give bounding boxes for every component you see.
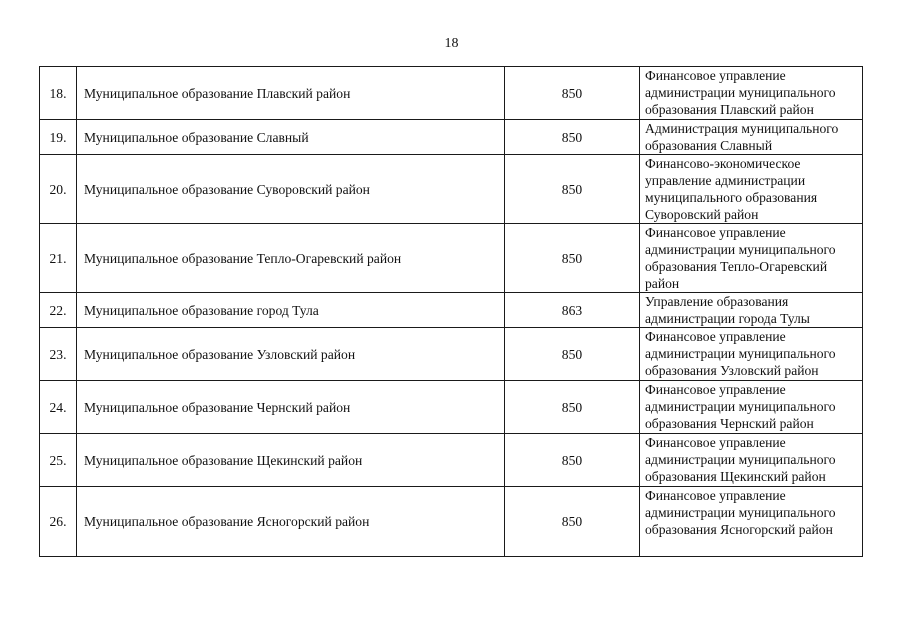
table-row	[40, 120, 863, 155]
row-number: 23.	[40, 328, 77, 381]
responsible-body-line: Финансовое управление	[645, 382, 786, 397]
table-row	[40, 381, 863, 434]
responsible-body-line: Финансовое управление	[645, 488, 786, 503]
responsible-body	[640, 120, 863, 155]
responsible-body-line: образования Плавский район	[645, 102, 814, 117]
table-row	[40, 293, 863, 328]
row-number: 22.	[40, 293, 77, 328]
responsible-body	[640, 434, 863, 487]
budget-code: 850	[505, 434, 640, 487]
budget-code: 850	[505, 381, 640, 434]
table-row	[40, 67, 863, 120]
row-number: 26.	[40, 487, 77, 557]
responsible-body-line: Финансовое управление	[645, 435, 786, 450]
responsible-body-line: Финансовое управление	[645, 225, 786, 240]
responsible-body-line: администрации муниципального	[645, 346, 836, 361]
responsible-body-line: образования Щекинский район	[645, 469, 826, 484]
table-row	[40, 155, 863, 224]
budget-code: 850	[505, 328, 640, 381]
responsible-body	[640, 224, 863, 293]
page-number: 18	[444, 36, 459, 51]
municipality-name: Муниципальное образование Ясногорский район	[77, 487, 505, 557]
budget-code: 850	[505, 224, 640, 293]
row-number: 20.	[40, 155, 77, 224]
row-number: 21.	[40, 224, 77, 293]
budget-code: 863	[505, 293, 640, 328]
responsible-body-line: администрации муниципального	[645, 242, 836, 257]
table-row	[40, 224, 863, 293]
responsible-body-line: муниципального образования	[645, 190, 818, 205]
municipal-table	[39, 66, 863, 557]
responsible-body-line: Администрация муниципального	[645, 121, 839, 136]
responsible-body-line: Финансовое управление	[645, 329, 786, 344]
responsible-body-line: Финансово-экономическое	[645, 156, 801, 171]
responsible-body-line: Управление образования	[645, 294, 789, 309]
row-number: 19.	[40, 120, 77, 155]
responsible-body	[640, 293, 863, 328]
responsible-body	[640, 155, 863, 224]
responsible-body-line: администрации муниципального	[645, 505, 836, 520]
table-body	[40, 67, 863, 557]
responsible-body-line: образования Ясногорский район	[645, 522, 833, 537]
responsible-body	[640, 67, 863, 120]
table-row	[40, 487, 863, 557]
responsible-body-line: образования Славный	[645, 138, 773, 153]
row-number: 24.	[40, 381, 77, 434]
table-row	[40, 328, 863, 381]
responsible-body-line: администрации муниципального	[645, 85, 836, 100]
responsible-body-line: администрации города Тулы	[645, 311, 810, 326]
responsible-body-line: образования Узловский район	[645, 363, 819, 378]
responsible-body-line: администрации муниципального	[645, 452, 836, 467]
budget-code: 850	[505, 155, 640, 224]
municipality-name: Муниципальное образование Узловский район	[77, 328, 505, 381]
responsible-body-line: образования Тепло-Огаревский район	[645, 259, 828, 291]
municipality-name: Муниципальное образование город Тула	[77, 293, 505, 328]
responsible-body-line: образования Чернский район	[645, 416, 814, 431]
row-number: 25.	[40, 434, 77, 487]
responsible-body-line: управление администрации	[645, 173, 806, 188]
table-row	[40, 434, 863, 487]
budget-code: 850	[505, 67, 640, 120]
responsible-body-line: Суворовский район	[645, 207, 759, 222]
municipality-name: Муниципальное образование Тепло-Огаревский район	[77, 224, 505, 293]
municipality-name: Муниципальное образование Славный	[77, 120, 505, 155]
responsible-body-line: Финансовое управление	[645, 68, 786, 83]
budget-code: 850	[505, 120, 640, 155]
responsible-body	[640, 487, 863, 557]
row-number: 18.	[40, 67, 77, 120]
responsible-body	[640, 328, 863, 381]
municipality-name: Муниципальное образование Чернский район	[77, 381, 505, 434]
responsible-body	[640, 381, 863, 434]
municipality-name: Муниципальное образование Суворовский район	[77, 155, 505, 224]
responsible-body-line: администрации муниципального	[645, 399, 836, 414]
budget-code: 850	[505, 487, 640, 557]
municipality-name: Муниципальное образование Щекинский район	[77, 434, 505, 487]
municipality-name: Муниципальное образование Плавский район	[77, 67, 505, 120]
